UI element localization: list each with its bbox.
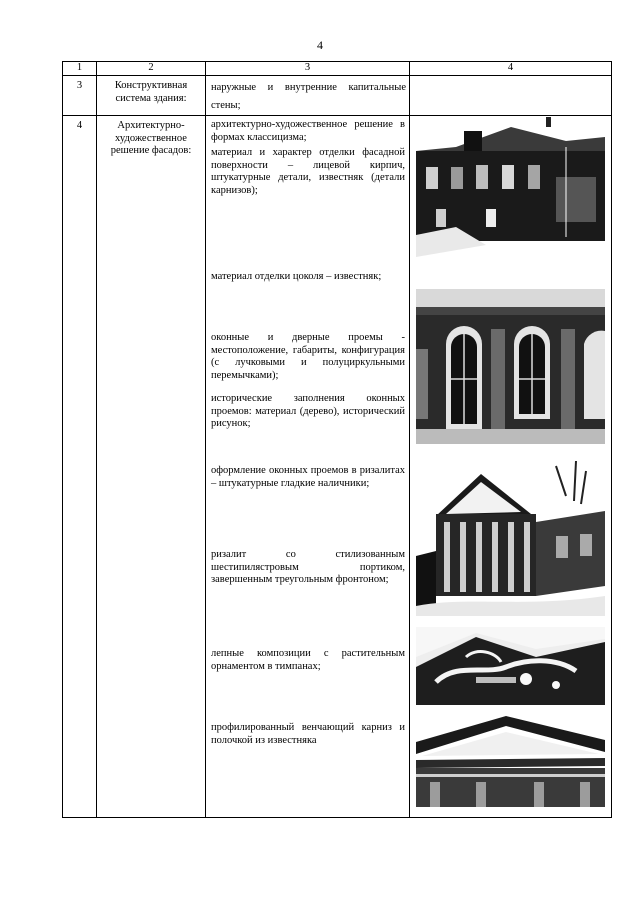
header-col-2: 2 (97, 62, 206, 76)
header-col-4: 4 (410, 62, 612, 76)
page-number: 4 (317, 38, 323, 52)
row-4-features (206, 116, 410, 818)
row-3-text (206, 76, 410, 116)
feature-stucco: лепные композиции с растительным орнаментом в тимпанах; (211, 648, 405, 672)
row-4-number: 4 (63, 116, 97, 818)
photo-arched-windows (416, 289, 605, 444)
row-4-photos (410, 116, 612, 818)
row-3-text-para: наружные и внутренние капитальные стены; (211, 82, 406, 111)
feature-cornice: профилированный венчающий карниз и полочкой из известняка (211, 722, 405, 746)
feature-facade-material: материал и характер отделки фасадной поверхности – лицевой кирпич, штукатурные детали, известняк (детали карнизов); (211, 147, 405, 196)
feature-window-trim: оформление оконных проемов в ризалитах – штукатурные гладкие наличники; (211, 465, 405, 489)
feature-style: архитектурно-художественное решение в формах классицизма; (211, 119, 405, 143)
row-3-number: 3 (63, 76, 97, 116)
feature-risalit: ризалит со стилизованным шестипилястровым портиком, завершенным треугольным фронтоном; (211, 549, 405, 585)
photo-cornice (416, 712, 605, 807)
header-col-3: 3 (206, 62, 410, 76)
row-3-name: Конструктивная система здания: (97, 76, 206, 116)
objects-table (62, 61, 612, 818)
photo-building-facade (416, 117, 605, 277)
row-4-name: Архитектурно-художественное решение фасадов: (97, 116, 206, 818)
table-row-3 (63, 76, 612, 116)
table-header-row (63, 62, 612, 76)
photo-risalit-portico (416, 456, 605, 616)
photo-stucco-ornament (416, 627, 605, 705)
header-col-1: 1 (63, 62, 97, 76)
row-3-photo-cell (410, 76, 612, 116)
feature-window-fill: исторические заполнения оконных проемов: материал (дерево), исторический рисунок; (211, 393, 405, 429)
table-row-4 (63, 116, 612, 818)
feature-openings: оконные и дверные проемы - местоположение, габариты, конфигурация (с лучковыми и полуциркульными перемычками); (211, 332, 405, 381)
feature-plinth: материал отделки цоколя – известняк; (211, 271, 382, 282)
